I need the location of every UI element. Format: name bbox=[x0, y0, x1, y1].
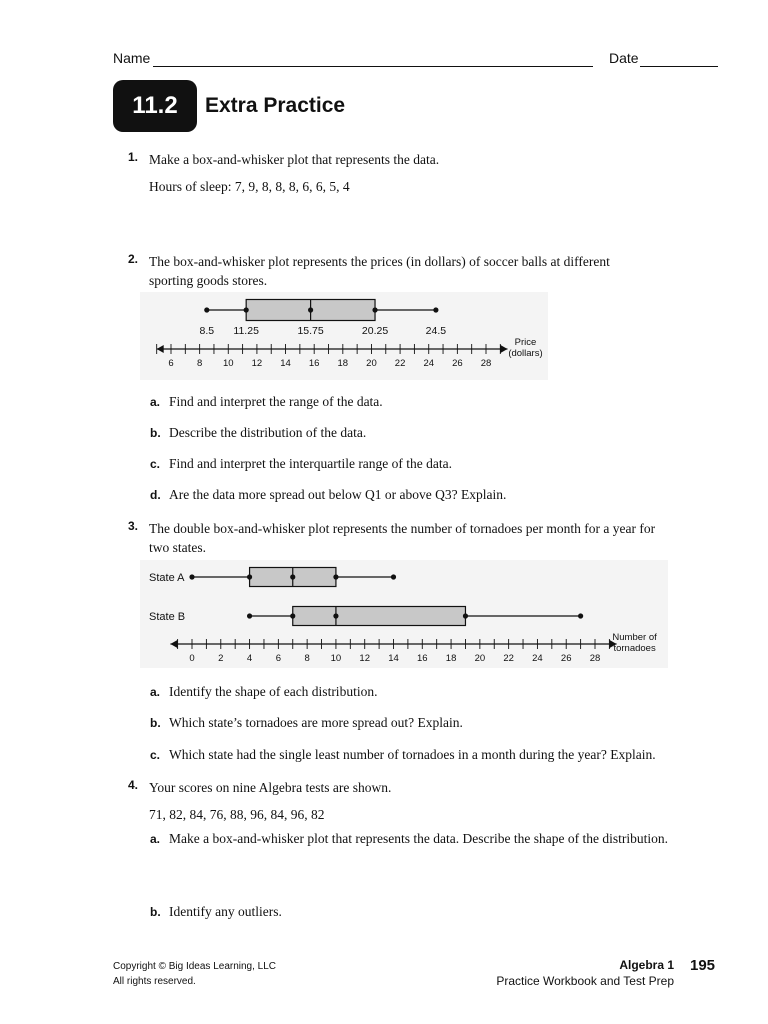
name-label: Name bbox=[113, 50, 151, 66]
tornado-axis-label: Number of bbox=[612, 632, 657, 643]
q4-part-a-label: a. bbox=[150, 832, 161, 846]
q3-part-a bbox=[150, 684, 710, 700]
q2-part-c-label: c. bbox=[150, 457, 161, 471]
price-tick-label: 6 bbox=[168, 358, 174, 369]
tornado-tick-label: 12 bbox=[359, 653, 371, 664]
rights-text: All rights reserved. bbox=[113, 976, 196, 987]
question-1-number: 1. bbox=[128, 150, 139, 164]
state-a-q1-point bbox=[247, 574, 252, 579]
tornado-axis-label: tornadoes bbox=[613, 643, 656, 654]
page-number: 195 bbox=[690, 957, 716, 974]
date-label: Date bbox=[609, 50, 639, 66]
price-tick-label: 22 bbox=[394, 358, 406, 369]
tornado-tick-label: 18 bbox=[445, 653, 457, 664]
q2-part-d bbox=[150, 487, 710, 503]
tornado-tick-label: 4 bbox=[246, 653, 253, 664]
q3-part-b-text: Which state’s tornadoes are more spread out? Explain. bbox=[169, 715, 463, 730]
q2-part-c-text: Find and interpret the interquartile range of the data. bbox=[169, 456, 453, 471]
copyright-text: Copyright © Big Ideas Learning, LLC bbox=[113, 961, 277, 972]
question-3-text: The double box-and-whisker plot represents the number of tornadoes per month for a year for two states. bbox=[149, 521, 656, 555]
q3-part-c-text: Which state had the single least number of tornadoes in a month during the year? Explain. bbox=[169, 747, 656, 762]
section-number-badge: 11.2 bbox=[113, 80, 197, 132]
q4-part-a-text: Make a box-and-whisker plot that represents the data. Describe the shape of the distribution. bbox=[169, 831, 668, 846]
q3-part-c-label: c. bbox=[150, 748, 161, 762]
q2-part-c bbox=[150, 456, 710, 472]
state-b-q3-point bbox=[463, 613, 468, 618]
tornado-tick-label: 16 bbox=[416, 653, 428, 664]
price-tick-label: 18 bbox=[337, 358, 349, 369]
state-a-median-point bbox=[290, 574, 295, 579]
q3-part-b-label: b. bbox=[150, 716, 161, 730]
state-a-min-point bbox=[189, 574, 194, 579]
tornado-tick-label: 20 bbox=[474, 653, 486, 664]
tornado-tick-label: 26 bbox=[560, 653, 572, 664]
question-3 bbox=[128, 519, 668, 557]
price-value-label-q1: 11.25 bbox=[233, 325, 259, 337]
price-tick-label: 26 bbox=[452, 358, 463, 369]
q3-part-a-text: Identify the shape of each distribution. bbox=[169, 684, 378, 699]
question-4-text: Your scores on nine Algebra tests are shown. bbox=[149, 780, 392, 795]
q2-part-a bbox=[150, 394, 710, 410]
state-b-max-point bbox=[578, 613, 583, 618]
q2-part-b-text: Describe the distribution of the data. bbox=[169, 425, 367, 440]
tornado-tick-label: 22 bbox=[503, 653, 514, 664]
state-b-label: State B bbox=[149, 611, 186, 623]
state-a-label: State A bbox=[149, 572, 185, 584]
question-2-number: 2. bbox=[128, 252, 139, 266]
question-1-text: Make a box-and-whisker plot that represents the data. bbox=[149, 152, 440, 167]
question-2 bbox=[128, 252, 648, 290]
tornado-tick-label: 10 bbox=[330, 653, 342, 664]
tornado-double-box-plot bbox=[140, 560, 680, 668]
q4-part-b bbox=[150, 904, 710, 920]
q3-part-c bbox=[150, 747, 710, 763]
price-max-point bbox=[433, 307, 438, 312]
price-value-label-q3: 20.25 bbox=[361, 325, 389, 337]
question-2-text: The box-and-whisker plot represents the prices (in dollars) of soccer balls at different sporting goods stores. bbox=[149, 254, 610, 288]
tornado-tick-label: 6 bbox=[275, 653, 282, 664]
q2-part-a-text: Find and interpret the range of the data. bbox=[169, 394, 383, 409]
price-axis-label: Price bbox=[514, 337, 537, 348]
price-tick-label: 10 bbox=[222, 358, 234, 369]
question-1 bbox=[128, 150, 708, 196]
state-a-q3-point bbox=[333, 574, 338, 579]
section-title: Extra Practice bbox=[205, 94, 346, 117]
state-a-max-point bbox=[391, 574, 396, 579]
price-axis-label: (dollars) bbox=[508, 348, 543, 359]
tornado-tick-label: 14 bbox=[388, 653, 399, 664]
state-b-min-point bbox=[247, 613, 252, 618]
question-3-number: 3. bbox=[128, 519, 139, 533]
price-median-point bbox=[308, 307, 313, 312]
price-tick-label: 16 bbox=[308, 358, 320, 369]
q2-part-b bbox=[150, 425, 710, 441]
question-4-number: 4. bbox=[128, 778, 139, 792]
state-b-box bbox=[293, 607, 466, 626]
tornado-tick-label: 24 bbox=[532, 653, 543, 664]
q4-part-b-label: b. bbox=[150, 905, 161, 919]
q2-part-d-text: Are the data more spread out below Q1 or above Q3? Explain. bbox=[169, 487, 507, 502]
tornado-tick-label: 28 bbox=[589, 653, 601, 664]
price-tick-label: 12 bbox=[251, 358, 263, 369]
price-value-label-max: 24.5 bbox=[425, 325, 447, 337]
price-tick-label: 14 bbox=[280, 358, 291, 369]
price-q1-point bbox=[244, 307, 249, 312]
price-value-label-min: 8.5 bbox=[199, 325, 215, 337]
state-b-median-point bbox=[333, 613, 338, 618]
price-tick-label: 28 bbox=[480, 358, 492, 369]
q4-part-a bbox=[150, 831, 730, 847]
date-blank-line[interactable] bbox=[640, 66, 718, 67]
tornado-tick-label: 2 bbox=[218, 653, 224, 664]
price-box-plot bbox=[140, 292, 560, 380]
question-4-data: 71, 82, 84, 76, 88, 96, 84, 96, 82 bbox=[149, 807, 325, 822]
name-blank-line[interactable] bbox=[153, 66, 593, 67]
price-min-point bbox=[204, 307, 209, 312]
q2-part-d-label: d. bbox=[150, 488, 161, 502]
price-value-label-median: 15.75 bbox=[297, 325, 324, 337]
price-tick-label: 20 bbox=[366, 358, 377, 369]
tornado-tick-label: 0 bbox=[189, 653, 195, 664]
price-tick-label: 8 bbox=[196, 358, 203, 369]
q4-part-b-text: Identify any outliers. bbox=[169, 904, 282, 919]
price-tick-label: 24 bbox=[423, 358, 435, 369]
price-q3-point bbox=[372, 307, 377, 312]
question-4 bbox=[128, 778, 708, 824]
state-b-q1-point bbox=[290, 613, 295, 618]
q2-part-b-label: b. bbox=[150, 426, 161, 440]
q2-part-a-label: a. bbox=[150, 395, 161, 409]
question-1-data: Hours of sleep: 7, 9, 8, 8, 8, 6, 6, 5, 4 bbox=[149, 179, 350, 194]
book-subtitle: Practice Workbook and Test Prep bbox=[496, 974, 674, 988]
book-title: Algebra 1 bbox=[619, 958, 674, 972]
tornado-tick-label: 8 bbox=[304, 653, 310, 664]
q3-part-b bbox=[150, 715, 710, 731]
q3-part-a-label: a. bbox=[150, 685, 161, 699]
